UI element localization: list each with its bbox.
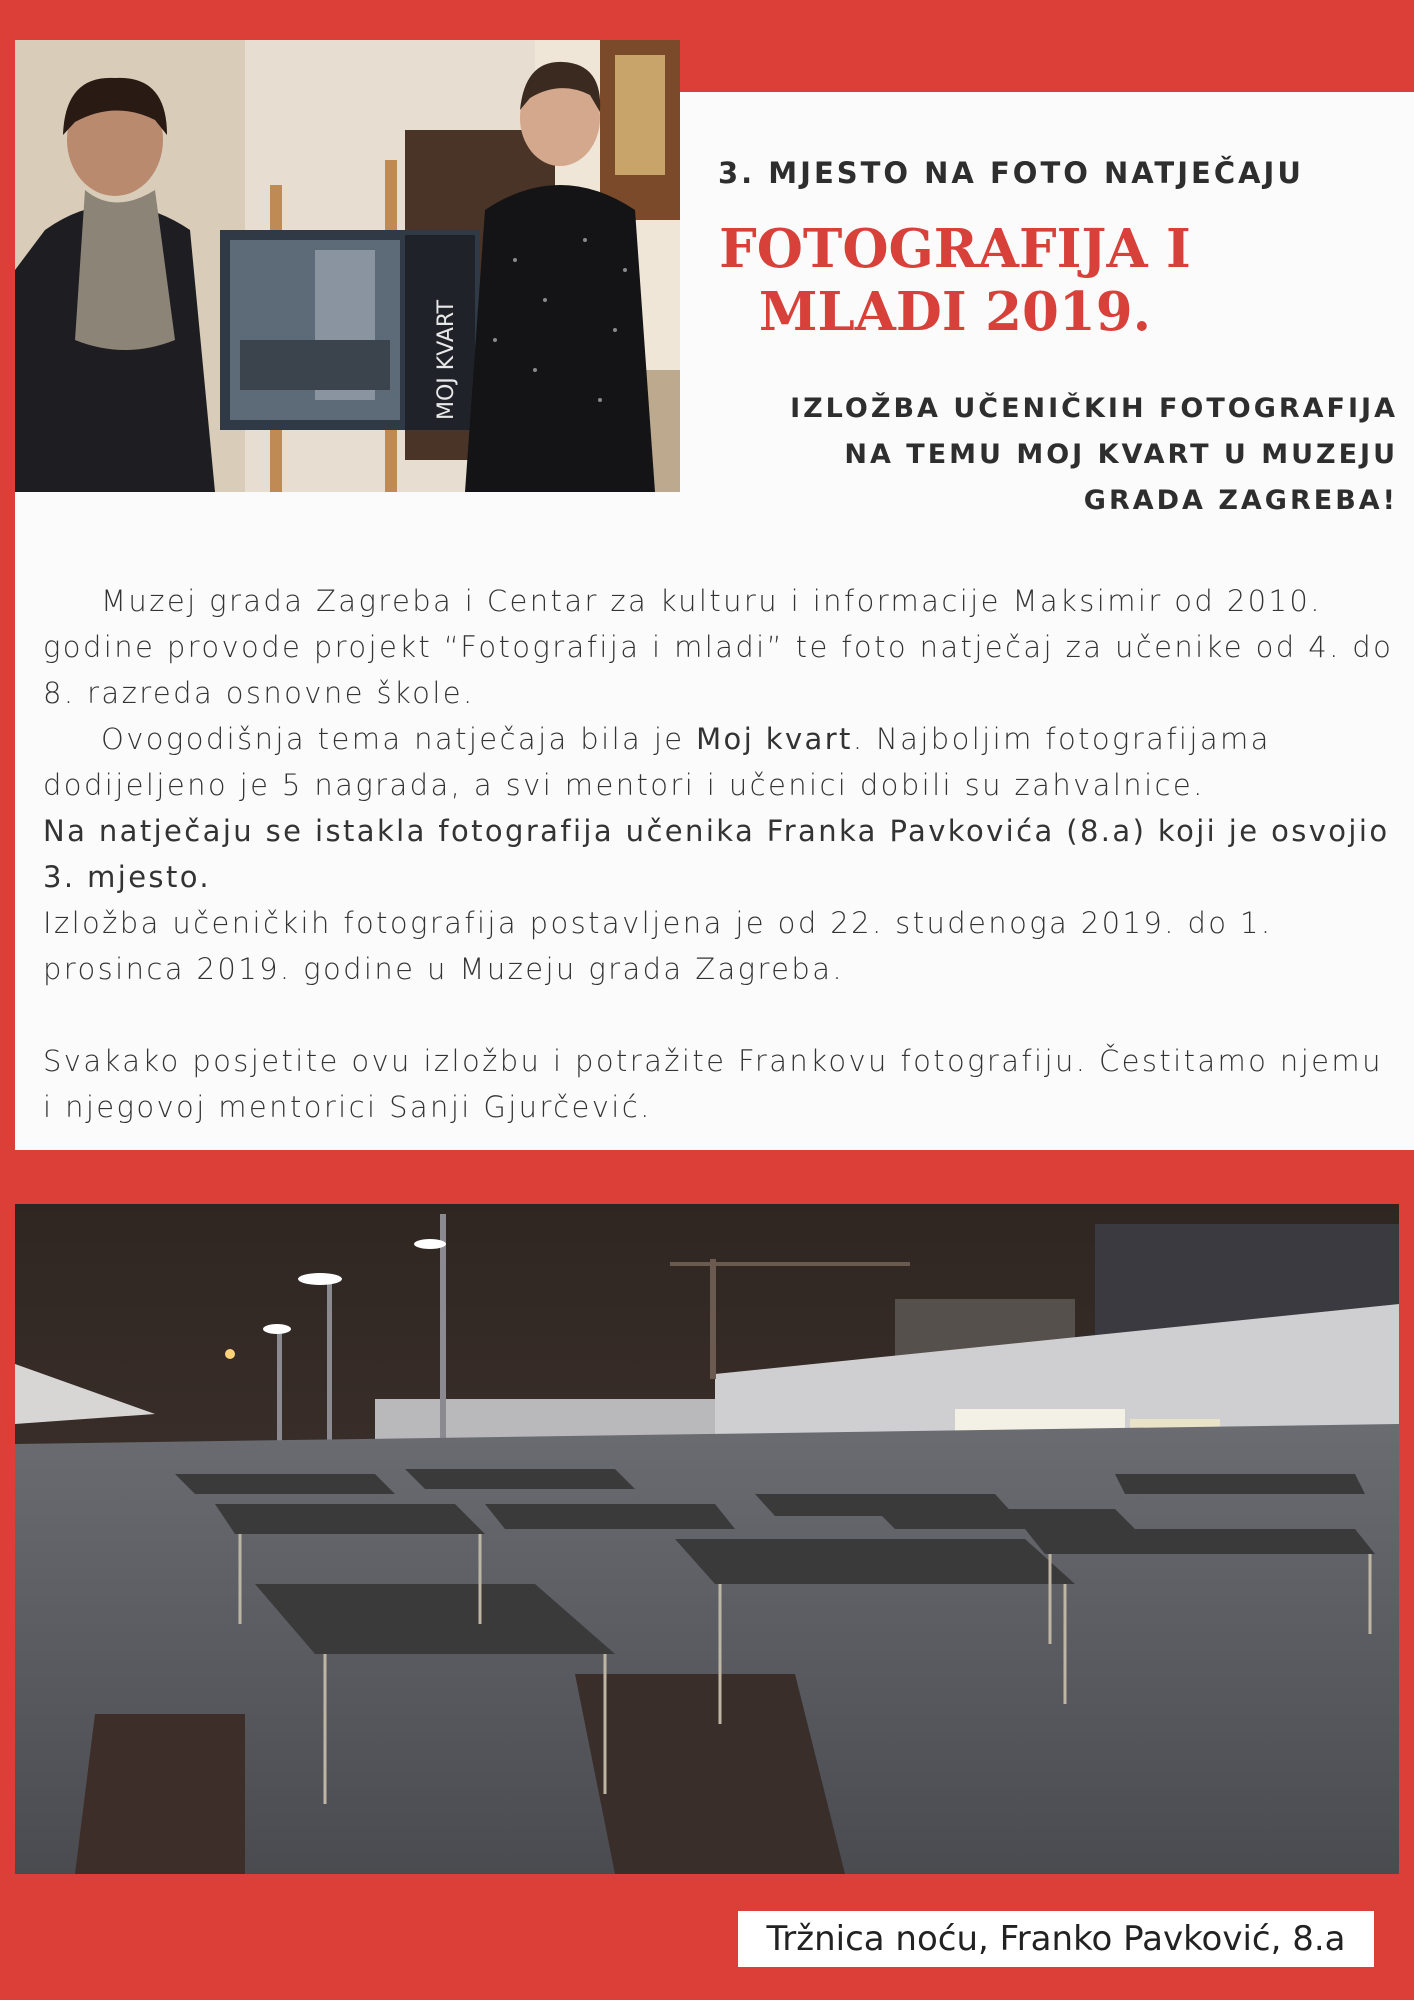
exhibition-subtitle: [718, 386, 1398, 524]
theme-text-start: Ovogodišnja tema natječaja bila je: [101, 722, 697, 756]
market-night-photo: [15, 1204, 1399, 1874]
paragraph-invite: Svakako posjetite ovu izložbu i potražite Frankovu fotografiju. Čestitamo njemu i njegovoj mentorici Sanji Gjurčević.: [43, 1044, 1383, 1124]
article-body: [43, 578, 1403, 1130]
award-kicker: 3. MJESTO NA FOTO NATJEČAJU: [718, 156, 1304, 190]
paragraph-winner: [43, 808, 1403, 900]
title-line-2: MLADI 2019.: [758, 281, 1152, 343]
winner-text: Na natječaju se istakla fotografija učenika Franka Pavkovića (8.a) koji je osvojio 3. mjesto.: [43, 814, 1390, 894]
title-line-1: FOTOGRAFIJA I: [719, 218, 1191, 280]
theme-name: Moj kvart: [696, 722, 853, 756]
paragraph-theme: [43, 716, 1403, 808]
subtitle-line-3: GRADA ZAGREBA!: [1083, 485, 1398, 516]
photo-caption: [738, 1911, 1374, 1967]
paragraph-intro: Muzej grada Zagreba i Centar za kulturu i informacije Maksimir od 2010. godine provode projekt “Fotografija i mladi” te foto natječaj za učenike od 4. do 8. razreda osnovne škole.: [43, 584, 1394, 710]
award-photo: [15, 40, 680, 492]
paragraph-dates: Izložba učeničkih fotografija postavljena je od 22. studenoga 2019. do 1. prosinca 2019. godine u Muzeju grada Zagreba.: [43, 906, 1273, 986]
caption-text: Tržnica noću, Franko Pavković, 8.a: [766, 1919, 1346, 1959]
canvas-title: MOJ KVART: [434, 299, 459, 420]
subtitle-line-2: NA TEMU MOJ KVART U MUZEJU: [844, 439, 1398, 470]
spacer: [43, 992, 1403, 1038]
theme-text-end: . Najboljim fotografijama dodijeljeno je 5 nagrada, a svi mentori i učenici dobili su zahvalnice.: [43, 722, 1271, 802]
page-title: [695, 218, 1215, 344]
subtitle-line-1: IZLOŽBA UČENIČKIH FOTOGRAFIJA: [790, 393, 1398, 424]
